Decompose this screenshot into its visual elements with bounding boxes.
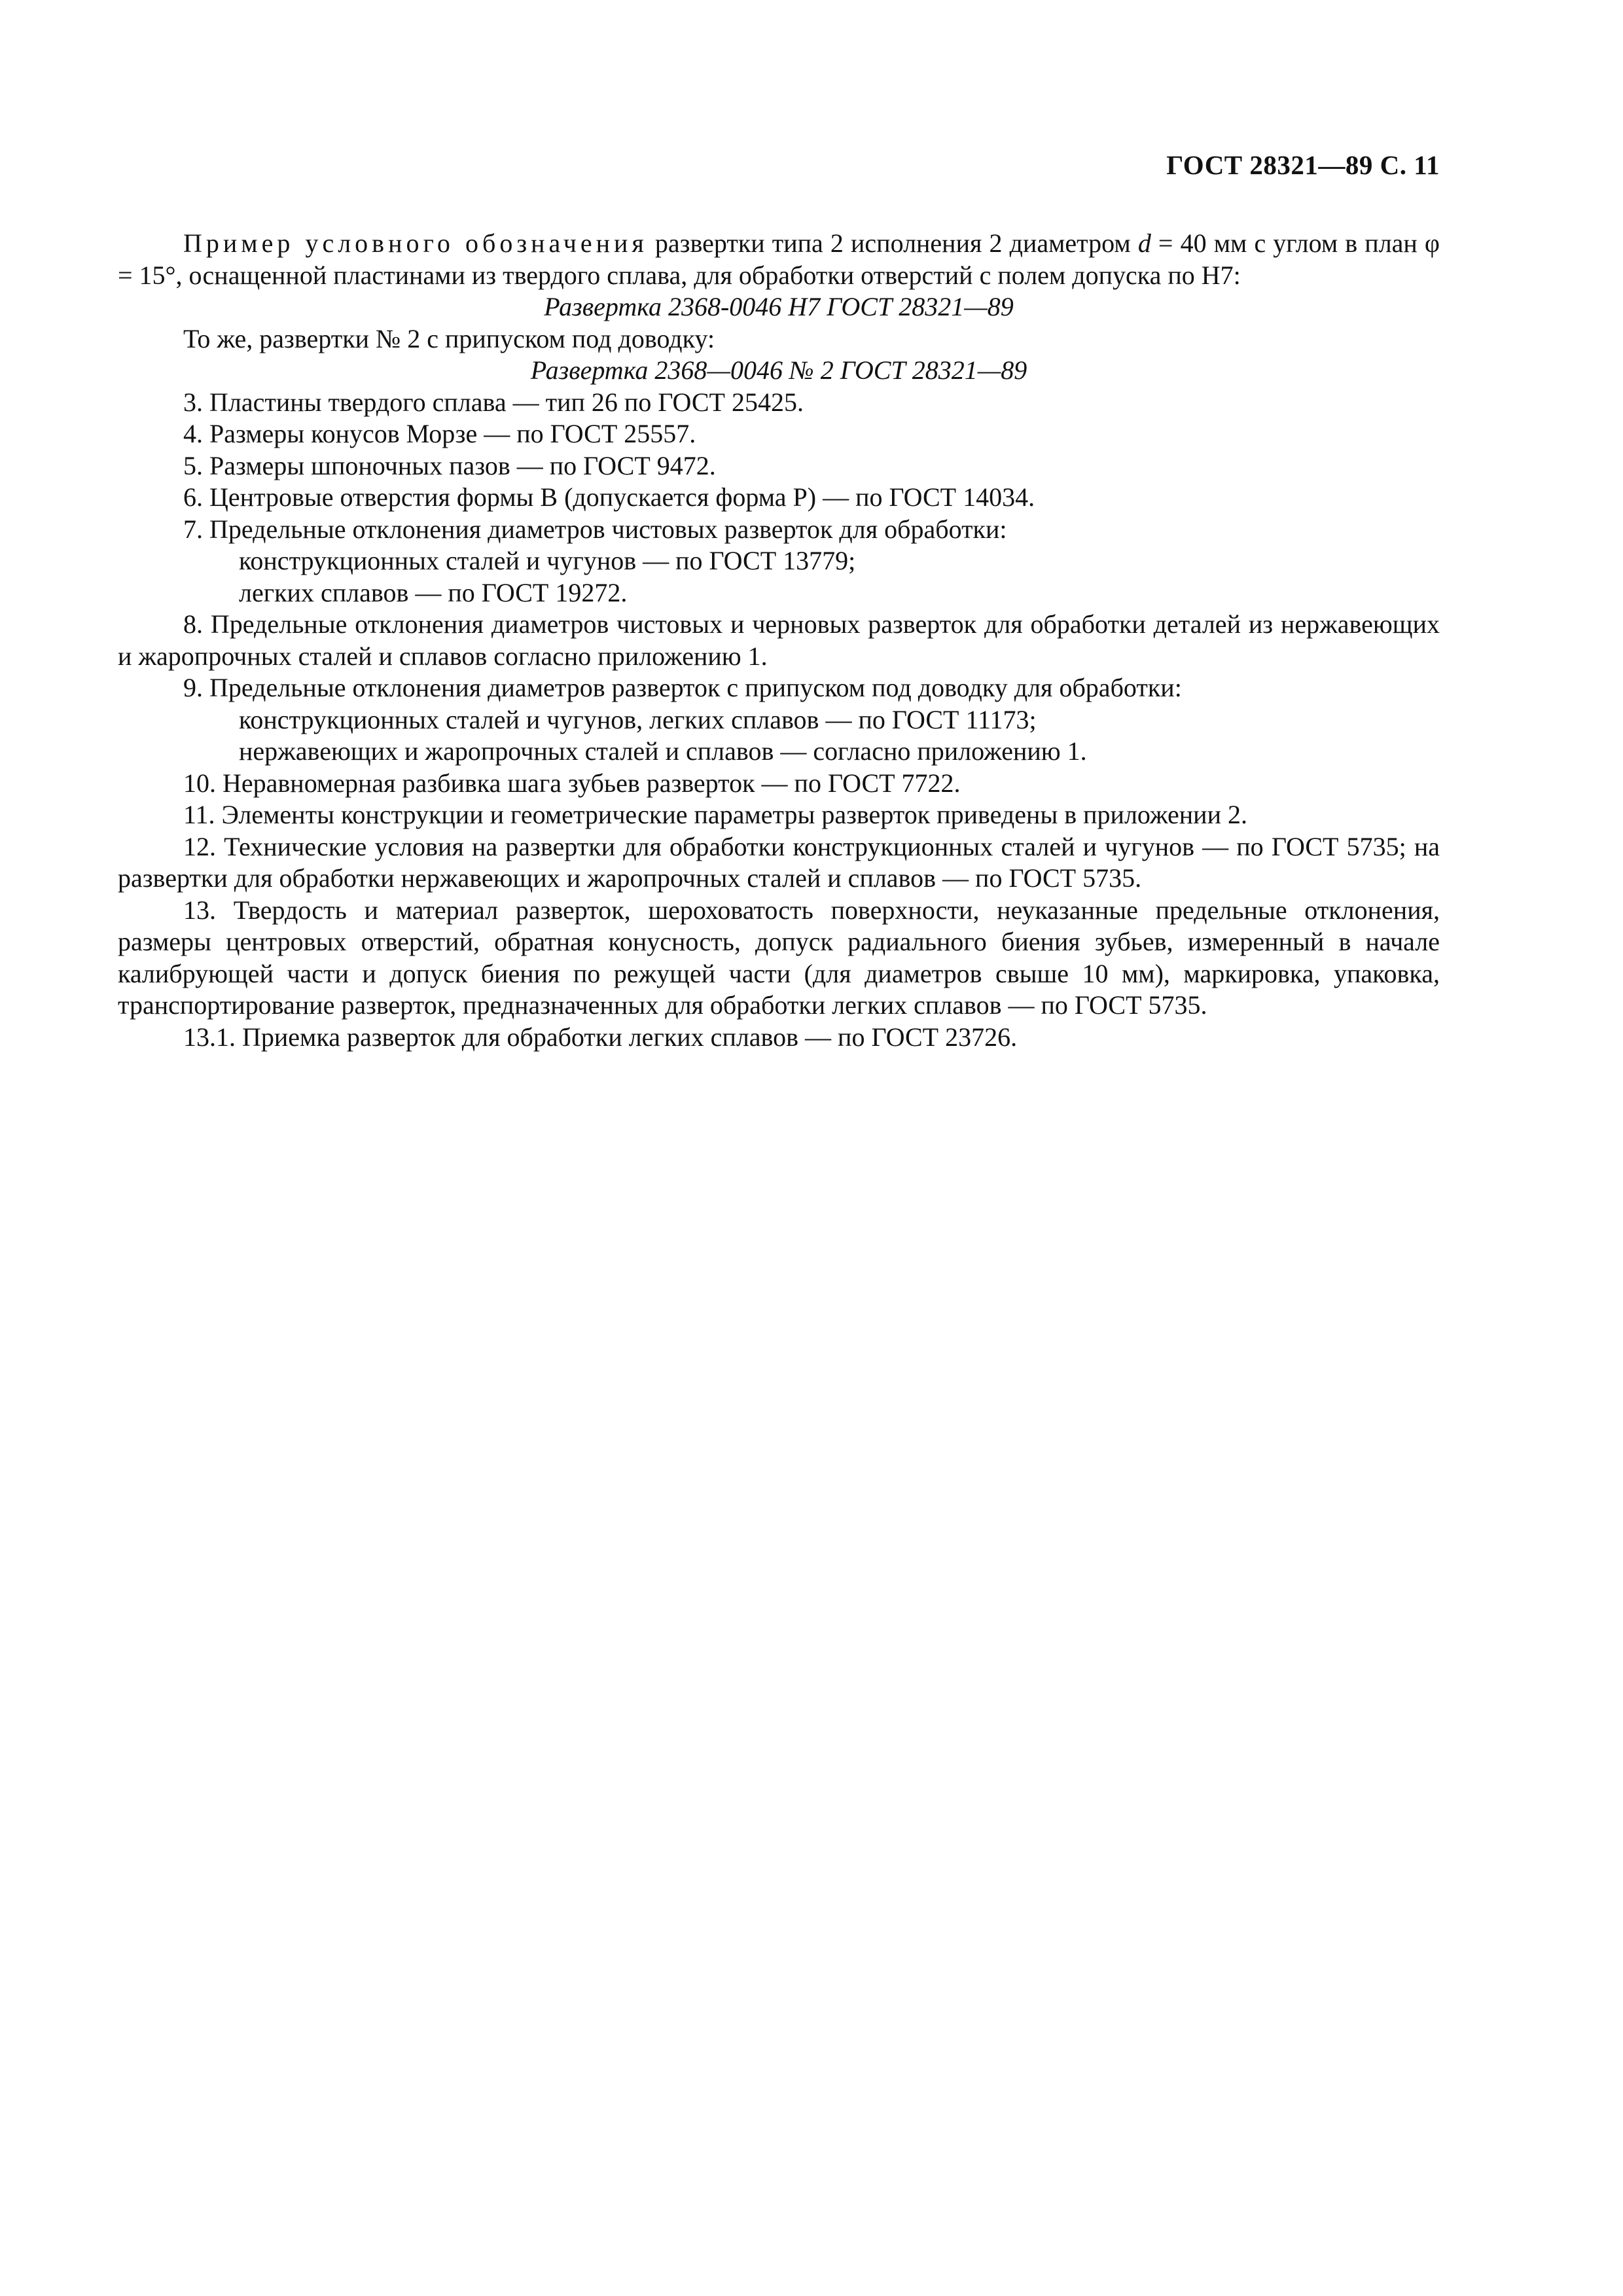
example-text-2: = 40 мм с углом в план φ = 15°, оснащенной пластинами из твердого сплава, для обработки отверстий с полем допуска по Н7: — [118, 228, 1440, 290]
item-9: 9. Предельные отклонения диаметров разверток с припуском под доводку для обработки: — [183, 673, 1182, 702]
item-5: 5. Размеры шпоночных пазов — по ГОСТ 9472. — [183, 450, 716, 480]
document-body — [118, 228, 1440, 1053]
designation-1: Развертка 2368-0046 Н7 ГОСТ 28321—89 — [544, 292, 1014, 321]
item-8: 8. Предельные отклонения диаметров чистовых и черновых разверток для обработки деталей из нержавеющих и жаропрочных сталей и сплавов согласно приложению 1. — [118, 609, 1440, 671]
item-10: 10. Неравномерная разбивка шага зубьев разверток — по ГОСТ 7722. — [183, 768, 961, 798]
example-label: Пример условного обозначения — [183, 228, 648, 258]
d-symbol: d — [1137, 228, 1151, 258]
item-9-sub-2: нержавеющих и жаропрочных сталей и сплавов — согласно приложению 1. — [239, 736, 1087, 766]
designation-2: Развертка 2368—0046 № 2 ГОСТ 28321—89 — [530, 355, 1027, 385]
item-4: 4. Размеры конусов Морзе — по ГОСТ 25557. — [183, 419, 696, 448]
item-7-sub-2: легких сплавов — по ГОСТ 19272. — [239, 577, 628, 607]
item-12: 12. Технические условия на развертки для обработки конструкционных сталей и чугунов — по ГОСТ 5735; на развертки для обработки нержавеющих и жаропрочных сталей и сплавов — по ГОСТ 5735. — [118, 831, 1440, 893]
item-13-1: 13.1. Приемка разверток для обработки легких сплавов — по ГОСТ 23726. — [183, 1022, 1018, 1052]
item-3: 3. Пластины твердого сплава — тип 26 по ГОСТ 25425. — [183, 387, 804, 417]
item-9-sub-1: конструкционных сталей и чугунов, легких сплавов — по ГОСТ 11173; — [239, 704, 1037, 734]
document-page — [118, 0, 1440, 2296]
item-13: 13. Твердость и материал разверток, шероховатость поверхности, неуказанные предельные отклонения, размеры центровых отверстий, обратная конусность, допуск радиального биения зубьев, измеренный в начале калибрующей части и допуск биения по режущей части (для диаметров свыше 10 мм), маркировка, упаковка, транспортирование разверток, предназначенных для обработки легких сплавов — по ГОСТ 5735. — [118, 895, 1440, 1020]
page-header: ГОСТ 28321—89 С. 11 — [1166, 150, 1440, 180]
item-7-sub-1: конструкционных сталей и чугунов — по ГОСТ 13779; — [239, 546, 856, 575]
example-text-1: развертки типа 2 исполнения 2 диаметром — [647, 228, 1138, 258]
item-7: 7. Предельные отклонения диаметров чистовых разверток для обработки: — [183, 514, 1007, 544]
example-paragraph — [118, 228, 1440, 291]
item-11: 11. Элементы конструкции и геометрические параметры разверток приведены в приложении 2. — [183, 800, 1247, 829]
item-6: 6. Центровые отверстия формы В (допускается форма Р) — по ГОСТ 14034. — [183, 482, 1035, 512]
same-line: То же, развертки № 2 с припуском под доводку: — [183, 323, 715, 353]
